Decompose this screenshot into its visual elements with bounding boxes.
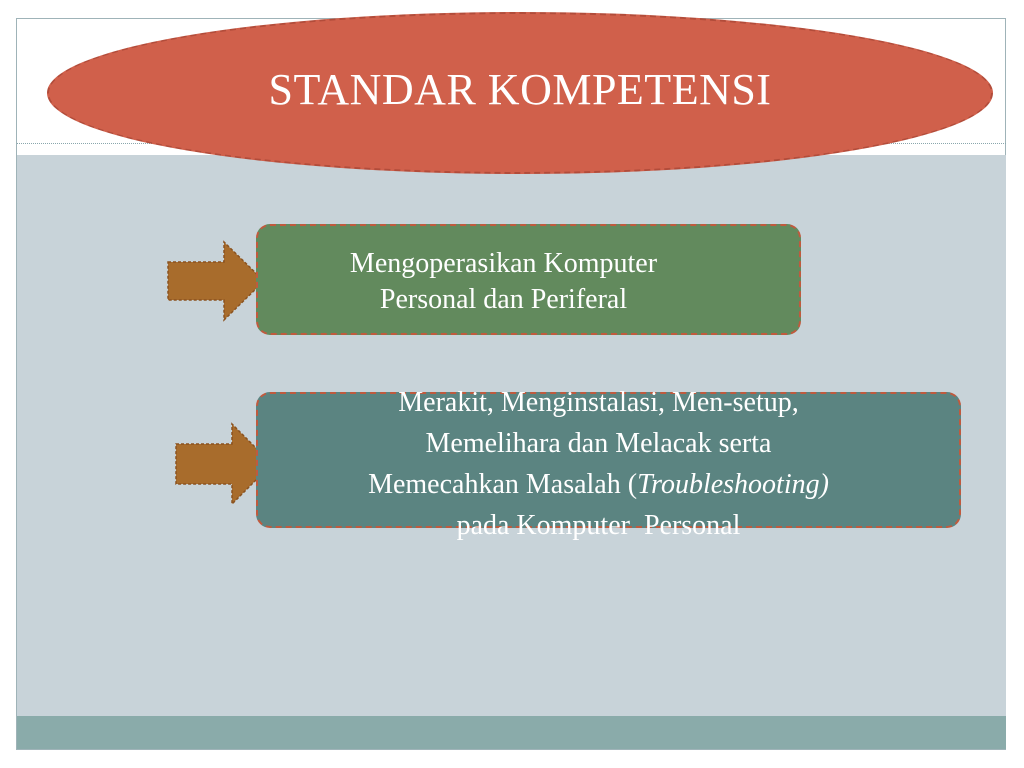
- competency-box-2: [256, 387, 961, 541]
- competency-2-line-1: Merakit, Menginstalasi, Men-setup,: [398, 387, 799, 418]
- competency-text-2: [258, 382, 959, 546]
- competency-1-line-2: Personal dan Periferal: [379, 284, 628, 315]
- arrow-right-icon: [166, 240, 266, 322]
- competency-1-line-1: Mengoperasikan Komputer: [349, 248, 658, 279]
- competency-2-line-2: Memelihara dan Melacak serta: [425, 428, 772, 459]
- slide-title: STANDAR KOMPETENSI: [268, 64, 772, 114]
- competency-text-1: [258, 246, 799, 318]
- competency-2-line-3-italic: Troubleshooting): [637, 469, 829, 500]
- title-oval: [47, 12, 993, 174]
- competency-2-line-3: [268, 464, 929, 505]
- footer-band: [17, 716, 1006, 749]
- competency-2-line-3-prefix: Memecahkan Masalah (: [368, 469, 638, 500]
- competency-2-line-4: pada Komputer Personal: [456, 510, 741, 541]
- competency-box-1: [256, 224, 801, 335]
